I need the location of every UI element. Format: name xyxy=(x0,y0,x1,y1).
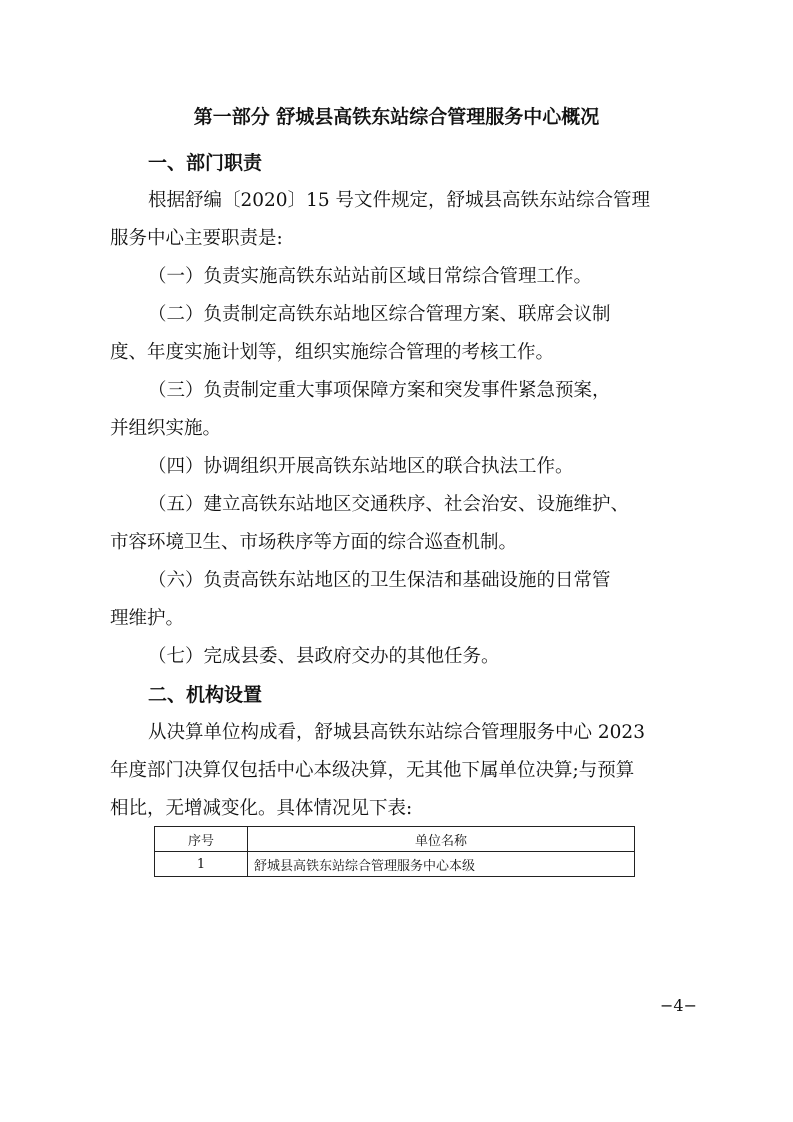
unit-table xyxy=(154,826,635,877)
section-heading-structure: 二、机构设置 xyxy=(148,684,263,706)
table-row xyxy=(155,852,635,877)
duty-item-1: （一）负责实施高铁东站站前区域日常综合管理工作。 xyxy=(148,266,593,287)
paragraph-line: 相比，无增减变化。具体情况见下表: xyxy=(110,798,413,819)
duty-item-5: （五）建立高铁东站地区交通秩序、社会治安、设施维护、 xyxy=(148,494,630,515)
duty-item-7: （七）完成县委、县政府交办的其他任务。 xyxy=(148,646,500,667)
document-title: 第一部分 舒城县高铁东站综合管理服务中心概况 xyxy=(193,106,600,128)
table-cell: 舒城县高铁东站综合管理服务中心本级 xyxy=(248,852,635,877)
duty-item-5-cont: 市容环境卫生、市场秩序等方面的综合巡查机制。 xyxy=(110,532,518,553)
duty-item-6: （六）负责高铁东站地区的卫生保洁和基础设施的日常管 xyxy=(148,570,611,591)
table-header-cell: 序号 xyxy=(155,827,248,852)
paragraph-line: 根据舒编〔2020〕15 号文件规定，舒城县高铁东站综合管理 xyxy=(148,190,651,211)
table-header-cell: 单位名称 xyxy=(248,827,635,852)
table-header-row xyxy=(155,827,635,852)
duty-item-2: （二）负责制定高铁东站地区综合管理方案、联席会议制 xyxy=(148,304,611,325)
duty-item-3-cont: 并组织实施。 xyxy=(110,418,222,439)
page-number: −4− xyxy=(660,996,697,1015)
duty-item-3: （三）负责制定重大事项保障方案和突发事件紧急预案， xyxy=(148,380,611,401)
table-cell: 1 xyxy=(155,852,248,877)
duty-item-6-cont: 理维护。 xyxy=(110,608,185,629)
duty-item-2-cont: 度、年度实施计划等，组织实施综合管理的考核工作。 xyxy=(110,342,555,363)
duty-item-4: （四）协调组织开展高铁东站地区的联合执法工作。 xyxy=(148,456,574,477)
paragraph-line: 从决算单位构成看，舒城县高铁东站综合管理服务中心 2023 xyxy=(148,722,645,743)
paragraph-line: 服务中心主要职责是: xyxy=(110,228,283,249)
paragraph-line: 年度部门决算仅包括中心本级决算，无其他下属单位决算;与预算 xyxy=(110,760,635,781)
section-heading-duties: 一、部门职责 xyxy=(148,152,263,174)
